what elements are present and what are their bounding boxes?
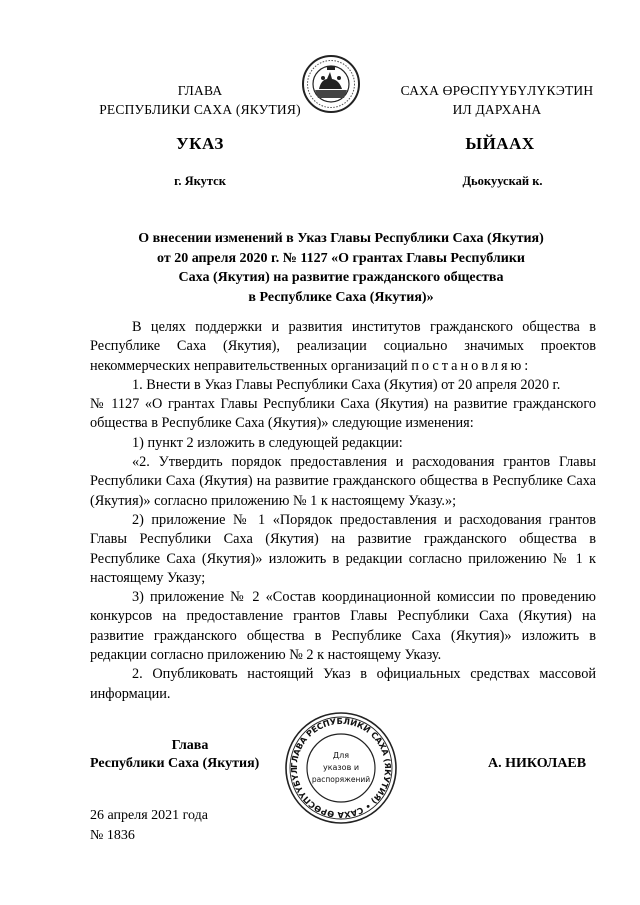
coat-of-arms-emblem <box>301 52 361 116</box>
paragraph-subitem-1: 1) пункт 2 изложить в следующей редакции: <box>132 434 403 451</box>
title-line3: Саха (Якутия) на развитие гражданского общества <box>178 270 504 285</box>
signature-position-line2: Республики Саха (Якутия) <box>90 756 260 771</box>
header-right <box>382 81 612 119</box>
paragraph-item-2: 2. Опубликовать настоящий Указ в официальных средствах массовой информации. <box>90 666 596 702</box>
preamble-text: В целях поддержки и развития институтов гражданского общества в Республике Саха (Якутия), реализации социально значимых проектов некоммерческих неправительственных организаций <box>90 319 596 374</box>
signature-position <box>90 737 290 755</box>
header-right-line1: САХА ӨРӨСПҮҮБҮЛҮКЭТИН <box>400 83 594 98</box>
decree-word: постановляю: <box>411 357 532 374</box>
document-number: № 1836 <box>90 828 135 843</box>
city-ru: г. Якутск <box>174 174 226 188</box>
title-line4: в Республике Саха (Якутия)» <box>248 289 434 305</box>
paragraph-quote: «2. Утвердить порядок предоставления и расходования грантов Главы Республики Саха (Якутия) на развитие гражданского общества в Республике Саха (Якутия)» согласно приложению № 1 к настоящему Указу.»; <box>90 454 596 509</box>
stamp-inner-line2: указов и <box>322 763 360 772</box>
header-right-line2: ИЛ ДАРХАНА <box>452 102 542 117</box>
paragraph-subitem-2: 2) приложение № 1 «Порядок предоставления и расходования грантов Главы Республики Саха (Якутия) на развитие гражданского общества в Республике Саха (Якутия)» изложить в редакции согласно приложению № 1 к настоящему Указу; <box>90 511 596 586</box>
doc-type-ru: УКАЗ <box>176 134 224 153</box>
document-title <box>90 229 592 307</box>
paragraph-subitem-3: 3) приложение № 2 «Состав координационной комиссии по проведению конкурсов на предоставление грантов Главы Республики Саха (Якутия) на развитие гражданского общества в Республике Саха (Якутия)» изложить в редакции согласно приложению № 2 к настоящему Указу. <box>90 589 596 664</box>
paragraph-preamble <box>90 318 596 376</box>
header-left <box>70 81 330 119</box>
footer <box>90 806 208 846</box>
header-left-line2: РЕСПУБЛИКИ САХА (ЯКУТИЯ) <box>99 102 301 117</box>
title-line2: от 20 апреля 2020 г. № 1127 «О грантах Главы Республики <box>157 250 525 266</box>
signature-position-line1: Глава <box>171 738 209 753</box>
document-date: 26 апреля 2021 года <box>90 808 208 823</box>
header-left-line1: ГЛАВА <box>177 83 223 98</box>
paragraph-item-1-cont: № 1127 «О грантах Главы Республики Саха (Якутия) на развитие гражданского общества в Республике Саха (Якутия)» следующие изменения: <box>90 396 596 432</box>
city-sakha: Дьокуускай к. <box>462 174 543 188</box>
stamp-inner-line1: Для <box>332 751 350 760</box>
official-seal-stamp <box>283 710 399 826</box>
signature-name: А. НИКОЛАЕВ <box>488 756 587 771</box>
paragraph-item-1: 1. Внести в Указ Главы Республики Саха (Якутия) от 20 апреля 2020 г. <box>132 376 561 393</box>
document-body <box>90 318 596 704</box>
doc-type-sakha: ЫЙААХ <box>465 134 535 153</box>
stamp-ring-text: ГЛАВА РЕСПУБЛИКИ САХА (ЯКУТИЯ) • САХА ӨРӨСПҮҮБҮЛ <box>288 715 394 821</box>
title-line1: О внесении изменений в Указ Главы Республики Саха (Якутия) <box>138 231 544 246</box>
stamp-inner-line3: распоряжений <box>311 775 371 784</box>
